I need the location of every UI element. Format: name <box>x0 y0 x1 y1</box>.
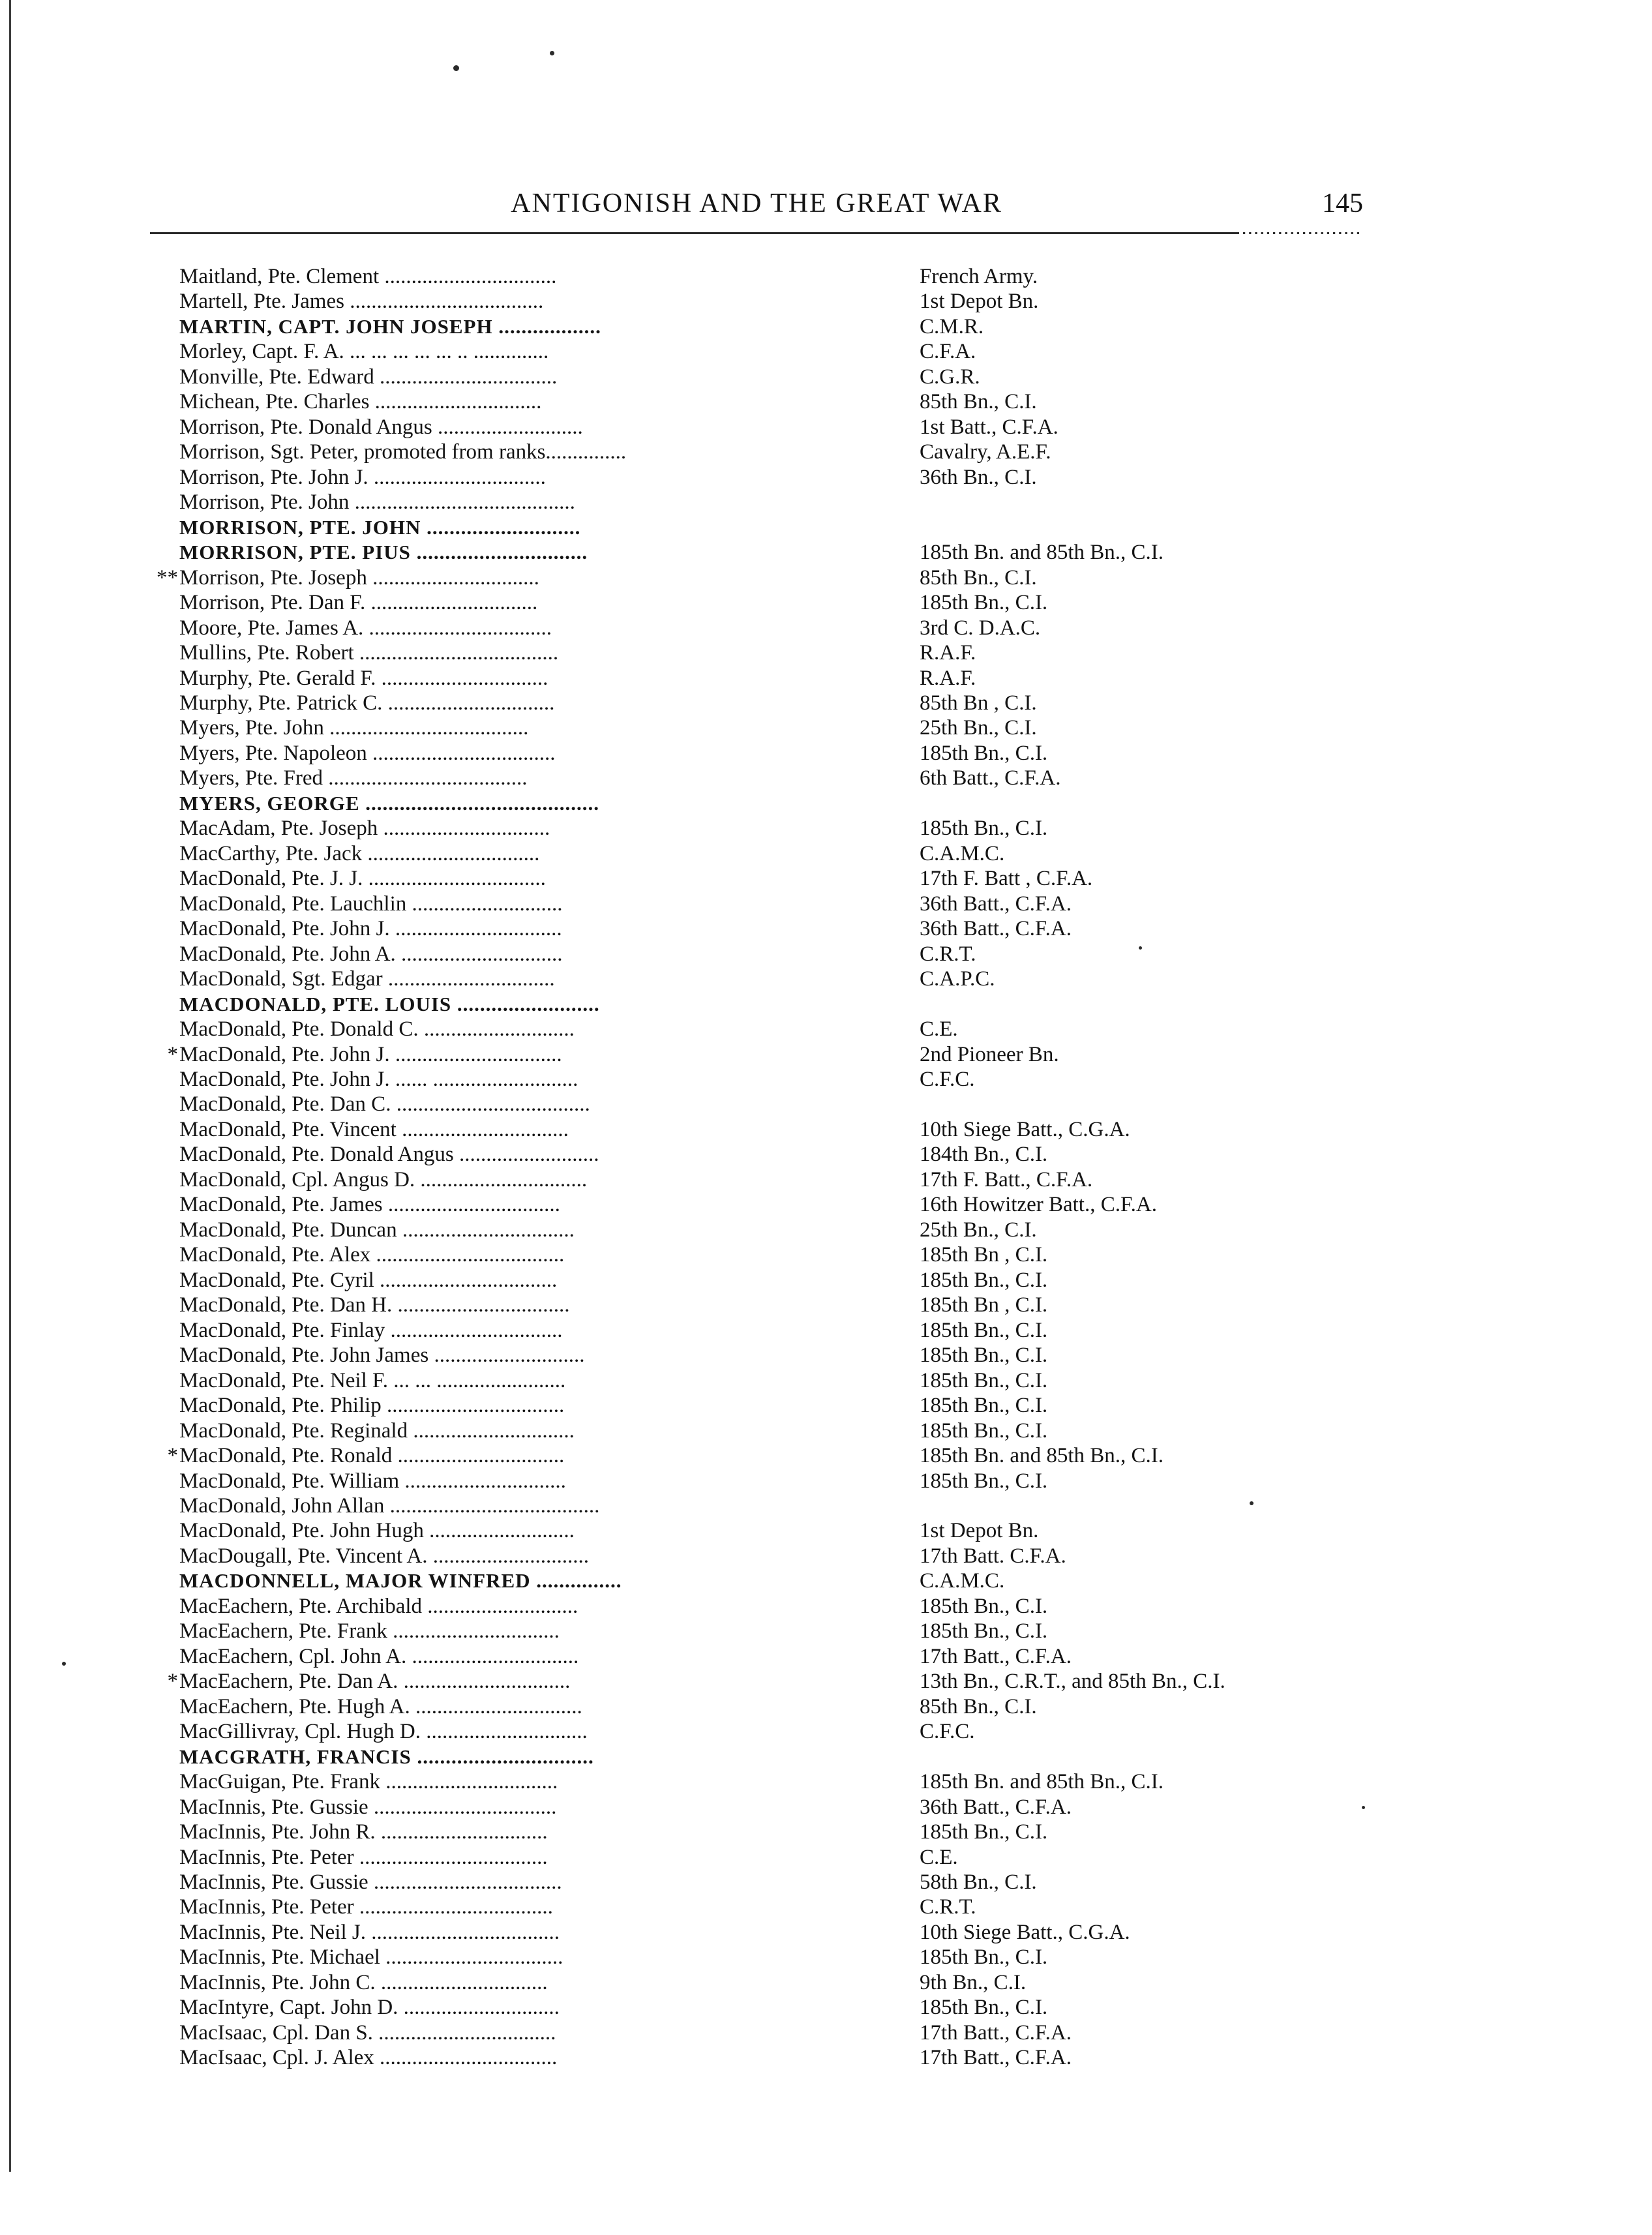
soldier-name <box>179 1644 578 1669</box>
roll-entry <box>157 565 1438 590</box>
unit-name: 185th Bn., C.I. <box>920 1268 1048 1292</box>
roll-entry <box>160 1769 1438 1794</box>
roll-entry <box>160 616 1438 640</box>
soldier-name <box>179 967 555 991</box>
roll-entry <box>160 1218 1438 1242</box>
soldier-name-text: MacDonald, Sgt. Edgar ............................... <box>179 967 555 991</box>
soldier-name-text: MacDonald, Pte. Lauchlin ............................ <box>179 892 563 916</box>
unit-name: 85th Bn , C.I. <box>920 691 1037 715</box>
roll-entry <box>160 1092 1438 1117</box>
soldier-name <box>179 666 548 691</box>
soldier-name <box>179 616 552 640</box>
unit-name: 185th Bn., C.I. <box>920 817 1048 841</box>
unit-name: 9th Bn., C.I. <box>920 1970 1027 1994</box>
soldier-name-text: MORRISON, PTE. JOHN ........................... <box>179 515 581 539</box>
unit-name: 185th Bn., C.I. <box>920 591 1048 615</box>
soldier-name-text: MacDonald, Pte. Philip ................................. <box>179 1394 565 1418</box>
unit-name: 185th Bn., C.I. <box>920 1368 1048 1392</box>
soldier-name-text: MACGRATH, FRANCIS ............................... <box>179 1745 594 1768</box>
soldier-name <box>179 1995 560 2020</box>
unit-name: 36th Batt., C.F.A. <box>920 1795 1072 1819</box>
soldier-name-text: MacIsaac, Cpl. J. Alex ................................. <box>179 2046 558 2070</box>
print-speck <box>62 1662 66 1666</box>
roll-entry <box>160 866 1438 891</box>
unit-name: 13th Bn., C.R.T., and 85th Bn., C.I. <box>920 1670 1225 1694</box>
soldier-name-text: MacAdam, Pte. Joseph ............................... <box>179 817 550 841</box>
soldier-name-text: MacDougall, Pte. Vincent A. ............................. <box>179 1544 590 1568</box>
soldier-name-text: Myers, Pte. Fred ..................................... <box>179 766 528 790</box>
unit-name: C.E. <box>920 1017 958 1042</box>
soldier-name <box>179 992 600 1017</box>
roll-entry <box>160 942 1438 967</box>
soldier-name-text: Morrison, Pte. John J. ................................ <box>179 465 546 489</box>
roll-entry <box>160 1493 1438 1518</box>
roll-entry <box>160 715 1438 740</box>
soldier-name-text: MacInnis, Pte. Gussie ................................... <box>179 1870 562 1894</box>
unit-name: R.A.F. <box>920 641 976 665</box>
roll-entry <box>160 490 1438 515</box>
roll-entry <box>160 339 1438 364</box>
soldier-name <box>179 916 562 941</box>
roll-entry <box>160 2020 1438 2045</box>
soldier-name-text: Monville, Pte. Edward ................................. <box>179 365 558 389</box>
soldier-name-text: MacDonald, Pte. John James ............................ <box>179 1343 585 1368</box>
roll-entry <box>160 1368 1438 1393</box>
roll-entry <box>160 1568 1438 1593</box>
soldier-name-text: Morrison, Pte. Dan F. ............................... <box>179 591 538 615</box>
soldier-name-text: MacIsaac, Cpl. Dan S. ................................. <box>179 2020 556 2045</box>
unit-name: 25th Bn., C.I. <box>920 1218 1037 1242</box>
soldier-name-text: Morrison, Pte. Joseph ............................... <box>179 565 539 590</box>
soldier-name-text: MacGuigan, Pte. Frank ................................ <box>179 1770 558 1794</box>
roll-entry <box>160 389 1438 414</box>
soldier-name-text: MacDonald, Pte. John J. ...... ........................... <box>179 1068 578 1091</box>
roll-entry <box>160 1970 1438 1995</box>
soldier-name <box>179 1242 564 1267</box>
soldier-name <box>179 691 554 715</box>
soldier-name <box>179 1769 558 1794</box>
roll-entry <box>160 1619 1438 1643</box>
soldier-name-text: MacDonald, Pte. John A. .............................. <box>179 942 563 966</box>
soldier-name <box>179 1167 587 1192</box>
unit-name: C.G.R. <box>920 365 980 389</box>
soldier-name <box>179 1694 582 1719</box>
soldier-name <box>179 540 588 565</box>
unit-name: 1st Batt., C.F.A. <box>920 415 1059 439</box>
soldier-name <box>179 1067 578 1092</box>
soldier-name-text: MacInnis, Pte. Gussie .................................. <box>179 1795 557 1819</box>
soldier-name-text: MacInnis, Pte. Michael ................................. <box>179 1945 563 1970</box>
unit-name: C.F.C. <box>920 1720 975 1744</box>
soldier-name-text: MacEachern, Cpl. John A. ............................... <box>179 1644 579 1668</box>
soldier-name-text: Murphy, Pte. Patrick C. ............................... <box>179 691 555 715</box>
unit-name: 17th Batt., C.F.A. <box>920 2020 1072 2045</box>
roll-entry <box>160 691 1438 715</box>
soldier-name-text: MacDonald, Pte. Donald Angus .......................... <box>179 1143 599 1167</box>
soldier-name-text: MacDonald, Pte. Reginald .............................. <box>179 1418 575 1443</box>
soldier-name <box>179 490 575 515</box>
soldier-name-text: Maitland, Pte. Clement ................................ <box>179 265 557 288</box>
soldier-name-text: MacInnis, Pte. John R. ............................... <box>179 1820 548 1844</box>
roll-entry <box>160 1895 1438 1919</box>
unit-name: 3rd C. D.A.C. <box>920 616 1041 640</box>
unit-name: 10th Siege Batt., C.G.A. <box>920 1117 1130 1141</box>
roll-entry <box>160 1669 1438 1694</box>
roll-entry <box>160 1318 1438 1343</box>
roll-entry <box>160 365 1438 389</box>
soldier-name <box>179 515 580 540</box>
unit-name: 85th Bn., C.I. <box>920 390 1037 414</box>
soldier-name-text: MacDonald, Pte. Vincent ............................... <box>179 1117 569 1141</box>
soldier-name-text: MYERS, GEORGE ......................................... <box>179 791 600 815</box>
unit-name: 185th Bn , C.I. <box>920 1293 1048 1317</box>
unit-name: 36th Batt., C.F.A. <box>920 917 1072 941</box>
roll-entry <box>160 816 1438 841</box>
roll-entry <box>160 1820 1438 1844</box>
unit-name: C.A.M.C. <box>920 841 1005 865</box>
soldier-name <box>179 766 527 790</box>
roll-entry <box>160 1192 1438 1217</box>
roll-entry <box>160 967 1438 991</box>
roll-entry <box>160 640 1438 665</box>
soldier-name-text: MacInnis, Pte. John C. ............................... <box>179 1970 548 1994</box>
roll-entry <box>160 992 1438 1017</box>
roll-entry <box>160 1268 1438 1293</box>
soldier-name <box>179 1845 548 1870</box>
roll-entry <box>160 1845 1438 1870</box>
roll-entry <box>160 1920 1438 1945</box>
unit-name: 17th F. Batt , C.F.A. <box>920 867 1093 891</box>
soldier-name <box>179 1920 560 1945</box>
roll-entry <box>160 916 1438 941</box>
soldier-name <box>179 1493 599 1518</box>
unit-name: 1st Depot Bn. <box>920 1519 1039 1543</box>
soldier-name <box>179 1745 594 1769</box>
honour-roll-list <box>157 264 1438 2090</box>
soldier-name <box>179 289 543 314</box>
roll-entry <box>160 841 1438 866</box>
soldier-name <box>179 365 557 389</box>
roll-entry <box>160 1469 1438 1493</box>
soldier-name <box>179 2020 556 2045</box>
soldier-name <box>179 1469 566 1493</box>
soldier-name-text: MacDonald, Pte. Cyril ................................. <box>179 1268 558 1292</box>
unit-name: 17th Batt., C.F.A. <box>920 1644 1072 1668</box>
roll-entry <box>160 590 1438 615</box>
unit-name: 184th Bn., C.I. <box>920 1143 1048 1167</box>
roll-entry <box>160 1418 1438 1443</box>
soldier-name <box>179 841 539 866</box>
soldier-name-text: MacDonald, Pte. Alex ................................... <box>179 1243 565 1267</box>
unit-name: French Army. <box>920 265 1038 288</box>
soldier-name-text: MacDonald, Pte. J. J. ................................. <box>179 867 546 891</box>
unit-name: 17th Batt., C.F.A. <box>920 2046 1072 2070</box>
roll-entry <box>160 1343 1438 1368</box>
soldier-name-text: MacDonald, Pte. William .............................. <box>179 1469 566 1493</box>
soldier-name-text: MacDonald, Pte. Duncan ................................ <box>179 1218 575 1242</box>
unit-name: 36th Bn., C.I. <box>920 465 1037 489</box>
soldier-name-text: MacDonald, Pte. James ................................ <box>179 1193 560 1217</box>
soldier-name <box>179 640 558 665</box>
roll-entry <box>160 1644 1438 1669</box>
soldier-name-text: MacDonald, Pte. John Hugh ........................... <box>179 1519 575 1543</box>
soldier-name <box>179 1343 584 1368</box>
unit-name: 185th Bn., C.I. <box>920 1469 1048 1493</box>
roll-entry <box>160 741 1438 766</box>
soldier-name <box>179 1544 589 1568</box>
soldier-name-text: MacEachern, Pte. Dan A. ............................... <box>179 1670 571 1694</box>
soldier-name-text: MacDonald, Pte. Finlay ................................ <box>179 1318 563 1342</box>
soldier-name-text: MacDonald, Pte. John J. ............................... <box>179 917 562 941</box>
roll-entry <box>160 892 1438 916</box>
soldier-name <box>179 1518 575 1543</box>
soldier-name-text: Morley, Capt. F. A. ... ... ... ... ... .. .............. <box>179 340 549 364</box>
header-rule <box>150 232 1363 234</box>
soldier-name <box>179 1293 570 1317</box>
roll-entry <box>160 1117 1438 1142</box>
soldier-name-text: MacDonald, Cpl. Angus D. ............................... <box>179 1167 588 1192</box>
roll-entry <box>160 289 1438 314</box>
soldier-name-text: Michean, Pte. Charles ............................... <box>179 390 542 414</box>
unit-name: 58th Bn., C.I. <box>920 1870 1037 1894</box>
roll-entry <box>160 314 1438 339</box>
page-header <box>150 188 1363 227</box>
soldier-name <box>179 339 548 364</box>
soldier-name-text: MacDonald, Pte. Ronald ............................... <box>179 1444 565 1468</box>
unit-name: 17th Batt. C.F.A. <box>920 1544 1066 1568</box>
soldier-name <box>179 1318 563 1343</box>
unit-name: R.A.F. <box>920 666 976 690</box>
unit-name: 16th Howitzer Batt., C.F.A. <box>920 1193 1157 1217</box>
roll-entry <box>160 1544 1438 1568</box>
roll-entry <box>160 1393 1438 1418</box>
roll-entry <box>160 1042 1438 1067</box>
soldier-name-text: Mullins, Pte. Robert ..................................... <box>179 641 559 665</box>
soldier-name-text: Murphy, Pte. Gerald F. ............................... <box>179 666 548 690</box>
soldier-name-text: MacDonald, Pte. John J. ............................... <box>179 1042 562 1066</box>
soldier-name <box>179 1594 578 1619</box>
soldier-name-text: MacEachern, Pte. Archibald ............................ <box>179 1594 578 1618</box>
roll-entry <box>160 1293 1438 1317</box>
roll-entry <box>160 1167 1438 1192</box>
unit-name: 6th Batt., C.F.A. <box>920 766 1061 790</box>
print-speck <box>453 65 459 71</box>
roll-entry <box>160 1795 1438 1820</box>
soldier-name <box>167 1042 562 1067</box>
roll-entry <box>160 440 1438 464</box>
soldier-name-text: MACDONALD, PTE. LOUIS ......................... <box>179 992 600 1015</box>
soldier-name <box>179 1017 575 1042</box>
roll-entry <box>160 1594 1438 1619</box>
unit-name: C.R.T. <box>920 942 976 966</box>
header-rule-break <box>1239 232 1363 234</box>
unit-name: C.A.M.C. <box>920 1569 1005 1593</box>
soldier-name <box>167 1669 571 1694</box>
roll-entry <box>160 264 1438 289</box>
unit-name: Cavalry, A.E.F. <box>920 440 1051 464</box>
soldier-name <box>179 314 601 339</box>
soldier-name <box>179 465 546 490</box>
soldier-name-text: MacDonald, Pte. Dan C. .................................... <box>179 1092 590 1117</box>
soldier-name-text: Morrison, Sgt. Peter, promoted from ranks............... <box>179 440 627 464</box>
unit-name: 185th Bn. and 85th Bn., C.I. <box>920 541 1164 565</box>
soldier-name <box>179 1870 562 1895</box>
unit-name: 185th Bn., C.I. <box>920 1619 1048 1643</box>
unit-name: C.M.R. <box>920 314 984 338</box>
unit-name: C.R.T. <box>920 1895 976 1919</box>
soldier-name <box>179 1895 553 1919</box>
soldier-name-text: Martell, Pte. James .................................... <box>179 290 544 314</box>
roll-entry <box>160 540 1438 565</box>
soldier-name <box>179 389 541 414</box>
roll-entry <box>160 1694 1438 1719</box>
unit-name: 185th Bn., C.I. <box>920 1394 1048 1418</box>
soldier-name-text: MacIntyre, Capt. John D. ............................. <box>179 1996 560 2020</box>
unit-name: C.A.P.C. <box>920 967 995 991</box>
soldier-name-text: MacInnis, Pte. Neil J. ................................... <box>179 1920 560 1944</box>
soldier-name <box>179 2045 557 2070</box>
print-speck <box>550 51 554 55</box>
page-binding-edge <box>9 0 11 2172</box>
unit-name: C.F.C. <box>920 1068 975 1091</box>
page-title: ANTIGONISH AND THE GREAT WAR <box>511 188 1002 218</box>
soldier-name-text: MacDonald, John Allan ....................................... <box>179 1493 600 1518</box>
soldier-name <box>179 440 626 464</box>
roll-entry <box>160 1719 1438 1744</box>
soldier-name <box>167 1443 565 1468</box>
unit-name: 185th Bn., C.I. <box>920 1594 1048 1618</box>
roll-entry <box>160 2045 1438 2070</box>
soldier-name-text: MARTIN, CAPT. JOHN JOSEPH .................. <box>179 314 601 338</box>
roll-entry <box>160 415 1438 440</box>
soldier-name <box>179 1192 560 1217</box>
soldier-name <box>179 741 556 766</box>
soldier-name <box>157 565 539 590</box>
soldier-name-text: MacCarthy, Pte. Jack ................................ <box>179 841 540 865</box>
soldier-name <box>179 866 546 891</box>
unit-name: 185th Bn., C.I. <box>920 1945 1048 1970</box>
soldier-name <box>179 892 563 916</box>
unit-name: 185th Bn., C.I. <box>920 741 1048 765</box>
soldier-name-text: MacEachern, Pte. Hugh A. ............................... <box>179 1694 582 1718</box>
unit-name: 185th Bn. and 85th Bn., C.I. <box>920 1444 1164 1468</box>
page-number: 145 <box>1322 188 1363 218</box>
soldier-name <box>179 1568 622 1593</box>
soldier-name-text: Moore, Pte. James A. .................................. <box>179 616 552 640</box>
unit-name: 185th Bn., C.I. <box>920 1343 1048 1368</box>
roll-entry <box>160 1945 1438 1970</box>
roll-entry <box>160 1518 1438 1543</box>
unit-name: 185th Bn., C.I. <box>920 1820 1048 1844</box>
entry-marker: * <box>167 1670 178 1694</box>
unit-name: 17th F. Batt., C.F.A. <box>920 1167 1093 1192</box>
roll-entry <box>160 1995 1438 2020</box>
soldier-name <box>179 1619 560 1643</box>
roll-entry <box>160 766 1438 790</box>
unit-name: 25th Bn., C.I. <box>920 716 1037 740</box>
soldier-name <box>179 1117 569 1142</box>
entry-marker: * <box>167 1444 178 1468</box>
unit-name: 85th Bn., C.I. <box>920 565 1037 590</box>
soldier-name <box>179 590 537 615</box>
unit-name: 1st Depot Bn. <box>920 290 1039 314</box>
soldier-name-text: MacDonald, Pte. Donald C. ............................ <box>179 1017 575 1042</box>
roll-entry <box>160 791 1438 816</box>
soldier-name <box>179 1970 548 1995</box>
soldier-name <box>179 1418 575 1443</box>
soldier-name <box>179 1393 564 1418</box>
soldier-name <box>179 791 599 816</box>
entry-marker: ** <box>157 565 178 590</box>
roll-entry <box>160 1017 1438 1042</box>
soldier-name-text: MacDonald, Pte. Neil F. ... ... ........................ <box>179 1368 566 1392</box>
roll-entry <box>160 1443 1438 1468</box>
roll-entry <box>160 666 1438 691</box>
soldier-name-text: MacInnis, Pte. Peter .................................... <box>179 1895 553 1919</box>
unit-name: C.F.A. <box>920 340 976 364</box>
soldier-name <box>179 264 556 289</box>
soldier-name <box>179 1820 548 1844</box>
entry-marker: * <box>167 1042 178 1066</box>
soldier-name <box>179 816 550 841</box>
unit-name: 2nd Pioneer Bn. <box>920 1042 1059 1066</box>
roll-entry <box>160 465 1438 490</box>
soldier-name <box>179 1142 599 1167</box>
unit-name: 36th Batt., C.F.A. <box>920 892 1072 916</box>
soldier-name-text: Morrison, Pte. John ......................................... <box>179 490 575 515</box>
unit-name: 85th Bn., C.I. <box>920 1694 1037 1718</box>
soldier-name-text: MACDONNELL, MAJOR WINFRED ............... <box>179 1569 622 1593</box>
soldier-name <box>179 1092 590 1117</box>
roll-entry <box>160 1067 1438 1092</box>
unit-name: 185th Bn., C.I. <box>920 1418 1048 1443</box>
unit-name: 185th Bn., C.I. <box>920 1318 1048 1342</box>
soldier-name-text: MacDonald, Pte. Dan H. ................................ <box>179 1293 570 1317</box>
roll-entry <box>160 1745 1438 1769</box>
soldier-name <box>179 715 528 740</box>
soldier-name-text: Morrison, Pte. Donald Angus ........................... <box>179 415 583 439</box>
soldier-name <box>179 1218 575 1242</box>
soldier-name-text: MacEachern, Pte. Frank ............................... <box>179 1619 560 1643</box>
soldier-name <box>179 1795 556 1820</box>
unit-name: C.E. <box>920 1845 958 1869</box>
soldier-name-text: Myers, Pte. John ..................................... <box>179 716 529 740</box>
soldier-name <box>179 1268 557 1293</box>
roll-entry <box>160 1870 1438 1895</box>
soldier-name-text: Myers, Pte. Napoleon .................................. <box>179 741 556 765</box>
soldier-name <box>179 1945 563 1970</box>
soldier-name-text: MacInnis, Pte. Peter ................................... <box>179 1845 548 1869</box>
soldier-name-text: MacGillivray, Cpl. Hugh D. .............................. <box>179 1720 588 1744</box>
unit-name: 10th Siege Batt., C.G.A. <box>920 1920 1130 1944</box>
roll-entry <box>160 1142 1438 1167</box>
soldier-name <box>179 1719 588 1744</box>
unit-name: 185th Bn. and 85th Bn., C.I. <box>920 1770 1164 1794</box>
roll-entry <box>160 515 1438 540</box>
unit-name: 185th Bn., C.I. <box>920 1996 1048 2020</box>
soldier-name <box>179 1368 565 1393</box>
roll-entry <box>160 1242 1438 1267</box>
soldier-name <box>179 415 583 440</box>
soldier-name-text: MORRISON, PTE. PIUS .............................. <box>179 541 588 564</box>
unit-name: 185th Bn , C.I. <box>920 1243 1048 1267</box>
soldier-name <box>179 942 563 967</box>
